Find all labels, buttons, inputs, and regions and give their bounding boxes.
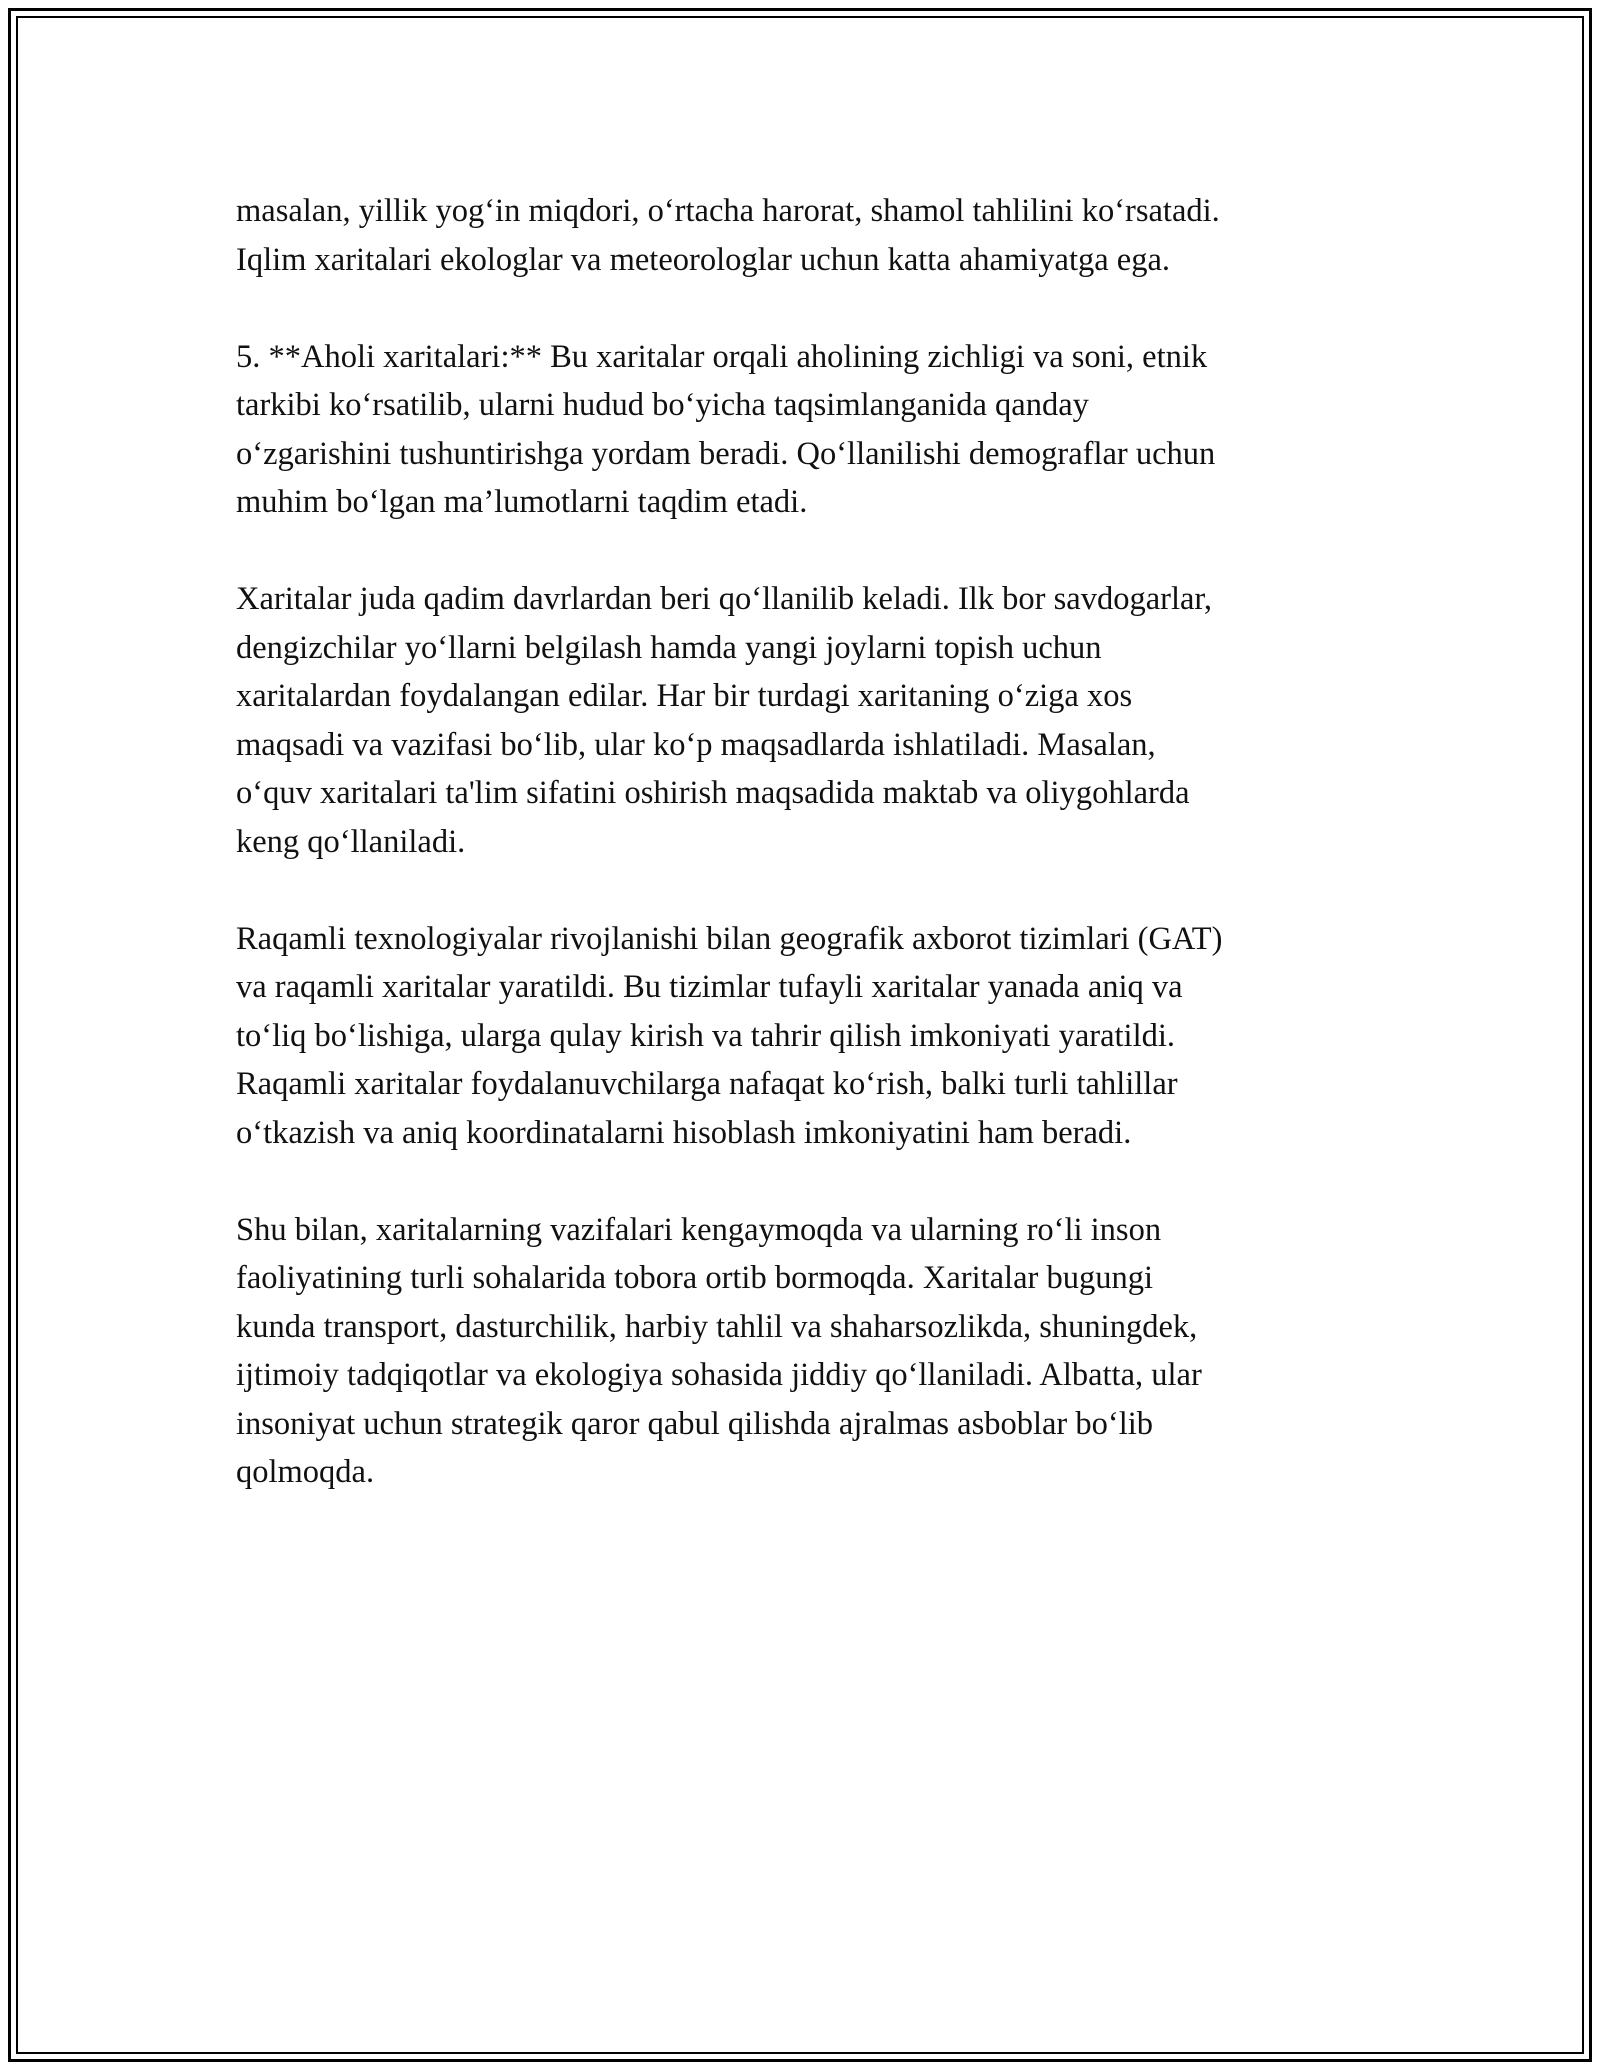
text-line: xaritalardan foydalangan edilar. Har bir turdagi xaritaning o‘ziga xos: [236, 678, 1133, 714]
text-line: Iqlim xaritalari ekologlar va meteorologlar uchun katta ahamiyatga ega.: [236, 241, 1170, 278]
text-line: masalan, yillik yog‘in miqdori, o‘rtacha harorat, shamol tahlilini ko‘rsatadi.: [236, 193, 1220, 229]
text-line: maqsadi va vazifasi bo‘lib, ular ko‘p maqsadlarda ishlatiladi. Masalan,: [236, 726, 1156, 763]
text-line: insoniyat uchun strategik qaror qabul qilishda ajralmas asboblar bo‘lib: [236, 1405, 1153, 1442]
document-body: [236, 187, 1416, 1545]
text-line: to‘liq bo‘lishiga, ularga qulay kirish va tahrir qilish imkoniyati yaratildi.: [236, 1017, 1176, 1054]
text-line: qolmoqda.: [236, 1454, 375, 1490]
text-line: Xaritalar juda qadim davrlardan beri qo‘llanilib keladi. Ilk bor savdogarlar,: [236, 581, 1213, 617]
paragraph-climate-maps: [236, 187, 1416, 284]
text-line: Shu bilan, xaritalarning vazifalari kengaymoqda va ularning ro‘li inson: [236, 1211, 1162, 1248]
text-line: o‘zgarishini tushuntirishga yordam beradi. Qo‘llanilishi demograflar uchun: [236, 435, 1216, 472]
text-line: kunda transport, dasturchilik, harbiy tahlil va shaharsozlikda, shuningdek,: [236, 1308, 1198, 1345]
text-line: Raqamli xaritalar foydalanuvchilarga nafaqat ko‘rish, balki turli tahlillar: [236, 1066, 1178, 1102]
paragraph-digital-maps: [236, 915, 1416, 1158]
text-line: muhim bo‘lgan ma’lumotlarni taqdim etadi.: [236, 484, 808, 520]
paragraph-map-history: [236, 575, 1416, 866]
text-line: tarkibi ko‘rsatilib, ularni hudud bo‘yicha taqsimlanganida qanday: [236, 387, 1089, 423]
text-line: Raqamli texnologiyalar rivojlanishi bilan geografik axborot tizimlari (GAT): [236, 920, 1223, 957]
text-line: ijtimoiy tadqiqotlar va ekologiya sohasida jiddiy qo‘llaniladi. Albatta, ular: [236, 1357, 1202, 1393]
text-line: keng qo‘llaniladi.: [236, 823, 466, 860]
text-line: faoliyatining turli sohalarida tobora ortib bormoqda. Xaritalar bugungi: [236, 1260, 1153, 1296]
paragraph-conclusion: [236, 1206, 1416, 1497]
text-line: o‘tkazish va aniq koordinatalarni hisoblash imkoniyatini ham beradi.: [236, 1114, 1132, 1151]
paragraph-population-maps: [236, 333, 1416, 527]
text-line: va raqamli xaritalar yaratildi. Bu tizimlar tufayli xaritalar yanada aniq va: [236, 969, 1183, 1005]
text-line: dengizchilar yo‘llarni belgilash hamda yangi joylarni topish uchun: [236, 629, 1102, 666]
text-line: o‘quv xaritalari ta'lim sifatini oshirish maqsadida maktab va oliygohlarda: [236, 775, 1190, 811]
text-line: 5. **Aholi xaritalari:** Bu xaritalar orqali aholining zichligi va soni, etnik: [236, 338, 1208, 375]
